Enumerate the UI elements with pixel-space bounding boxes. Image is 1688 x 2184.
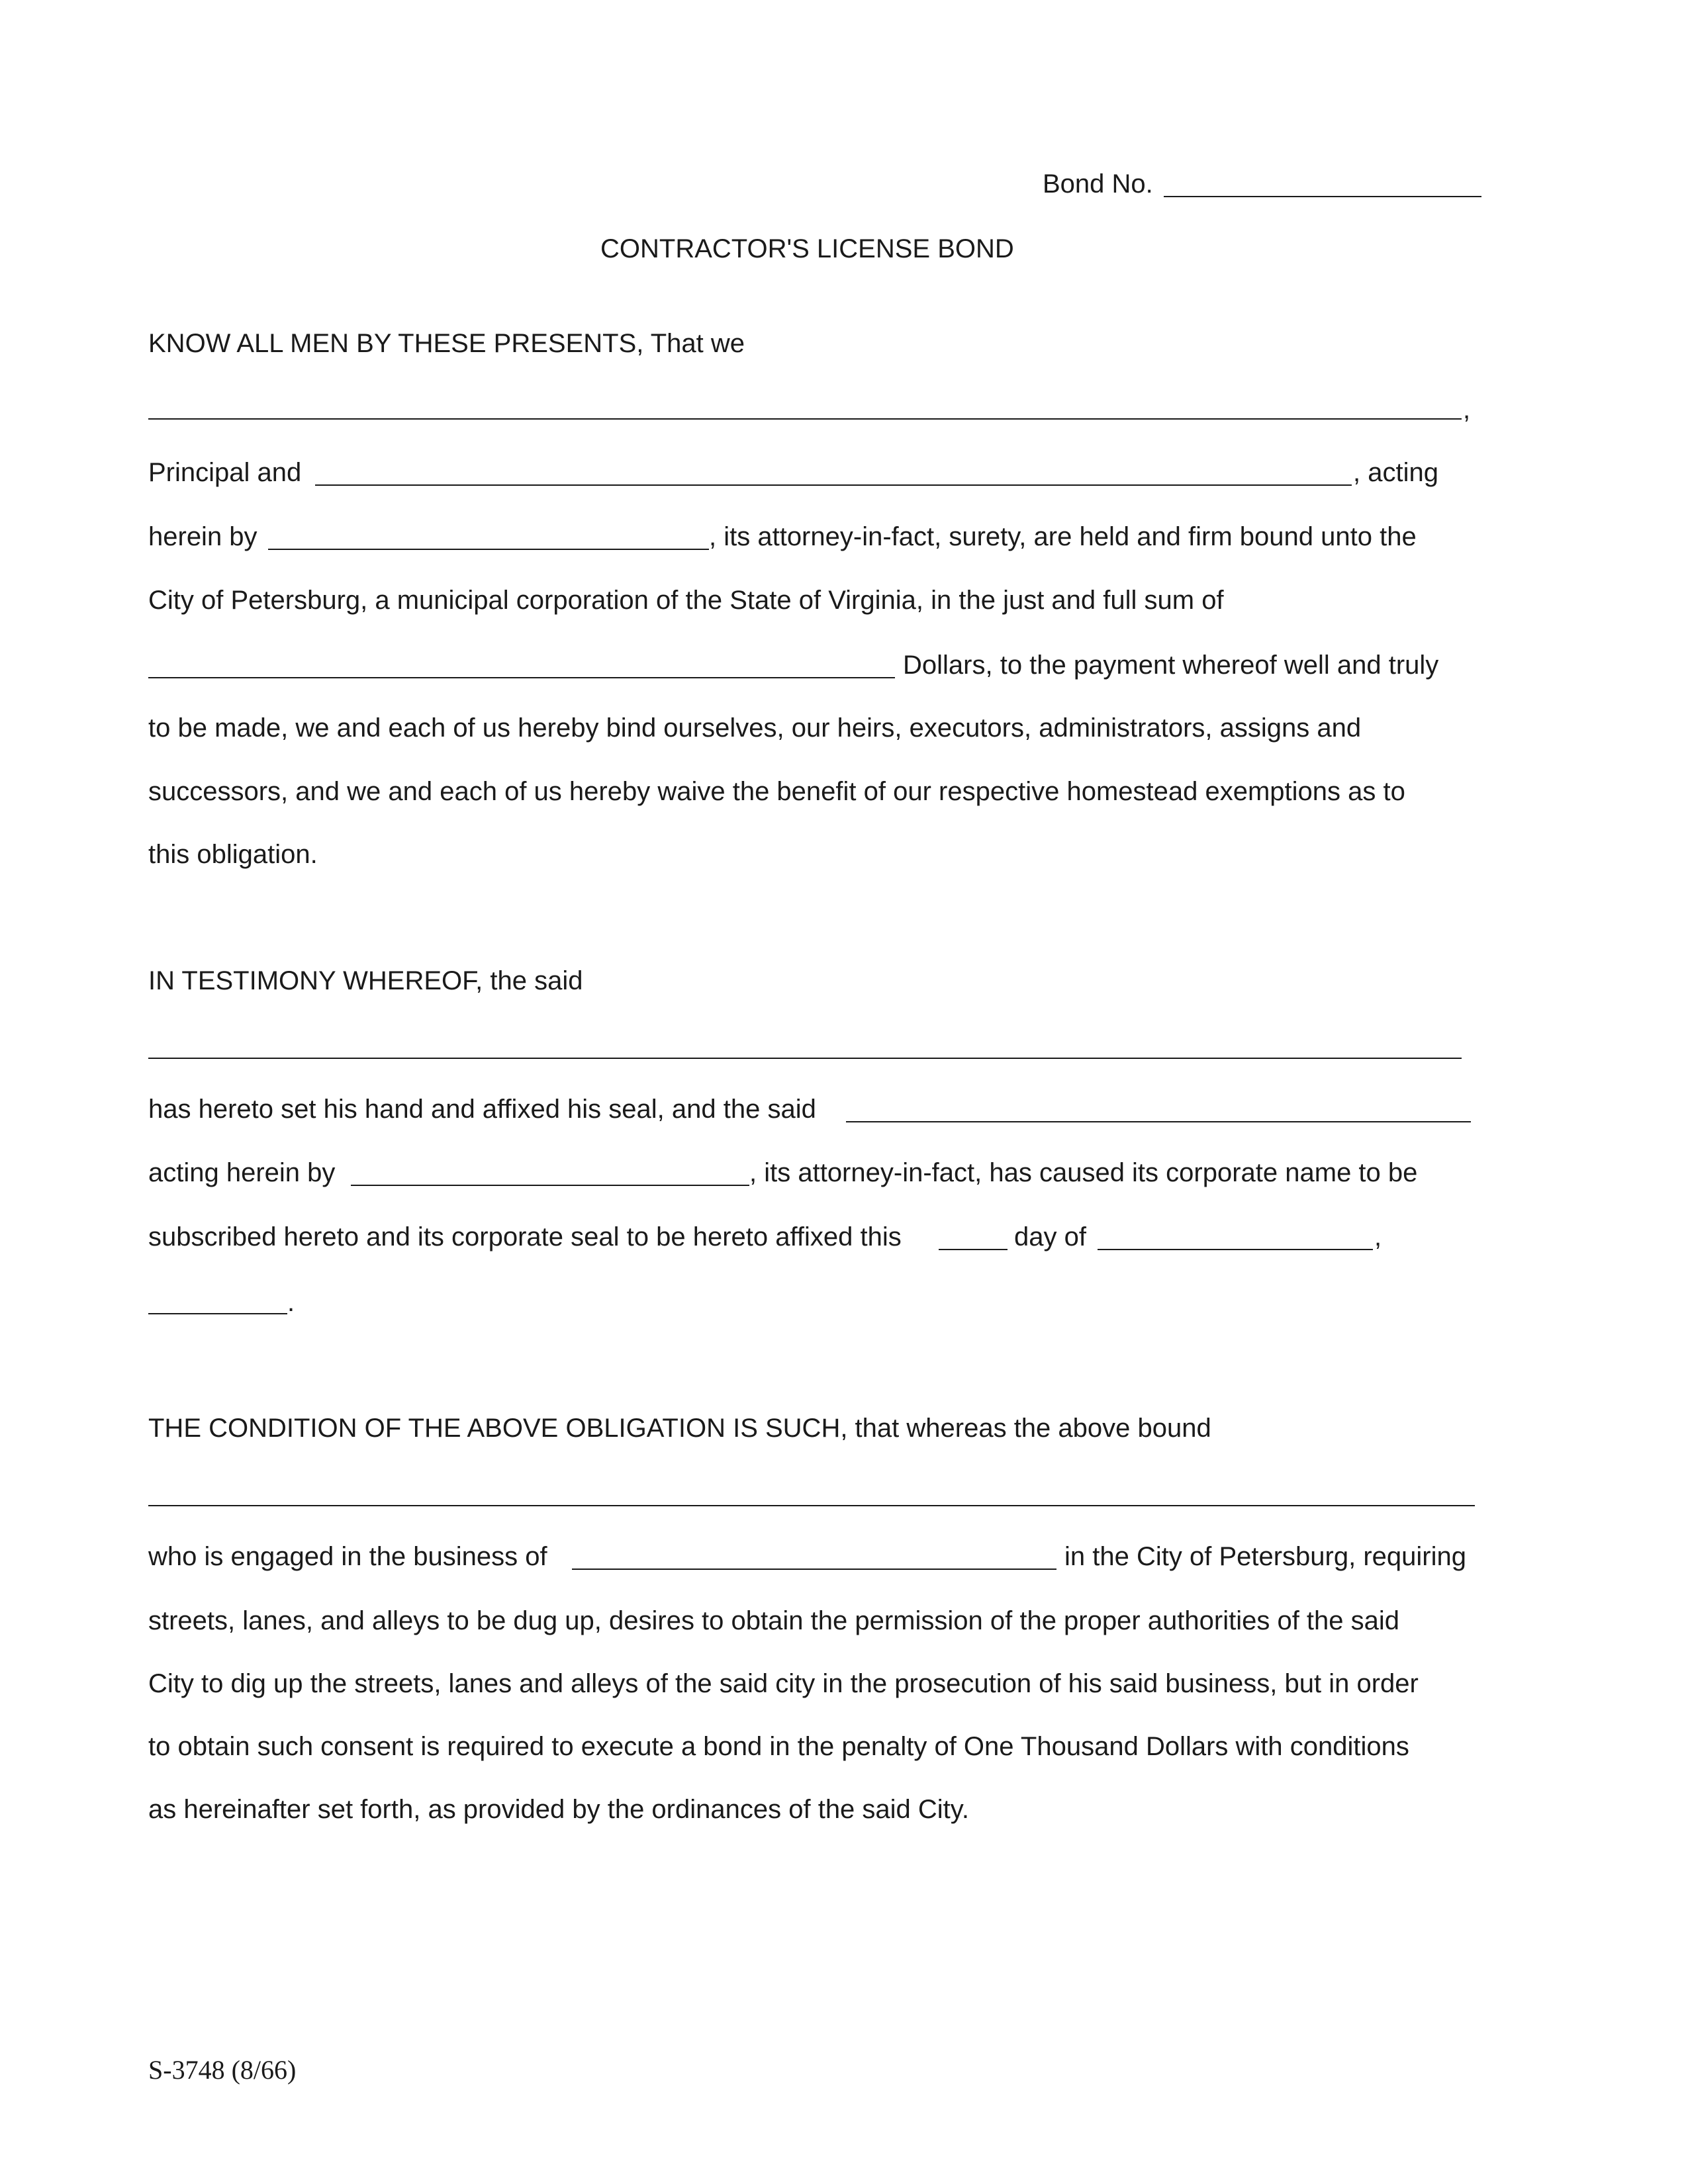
- testimony-principal-blank[interactable]: [148, 1058, 1462, 1059]
- testimony-attorney-input[interactable]: [351, 1156, 757, 1185]
- business-type-blank[interactable]: [572, 1569, 1056, 1570]
- set-his-hand-text: has hereto set his hand and affixed his seal, and the said: [148, 1095, 816, 1124]
- testimony-principal-input[interactable]: [148, 1028, 1470, 1058]
- obtain-consent-text: to obtain such consent is required to execute a bond in the penalty of One Thousand Dollars with conditions: [148, 1732, 1409, 1761]
- month-input[interactable]: [1098, 1220, 1381, 1249]
- principal-name-blank[interactable]: [148, 418, 1462, 420]
- city-requiring-text: in the City of Petersburg, requiring: [1064, 1542, 1466, 1571]
- principal-name-input[interactable]: [148, 389, 1470, 418]
- acting-text: , acting: [1353, 458, 1438, 487]
- subscribed-hereto-text: subscribed hereto and its corporate seal to be hereto affixed this: [148, 1222, 902, 1251]
- year-period: .: [287, 1288, 295, 1317]
- sum-amount-blank[interactable]: [148, 677, 895, 678]
- surety-held-text: , its attorney-in-fact, surety, are held and firm bound unto the: [709, 522, 1417, 551]
- hereinafter-text: as hereinafter set forth, as provided by the ordinances of the said City.: [148, 1795, 969, 1824]
- day-of-text: day of: [1014, 1222, 1086, 1251]
- testimony-surety-input[interactable]: [846, 1092, 1479, 1121]
- principal-comma: ,: [1463, 395, 1471, 424]
- month-blank[interactable]: [1098, 1249, 1373, 1250]
- sum-amount-input[interactable]: [148, 648, 903, 677]
- streets-lanes-text: streets, lanes, and alleys to be dug up, desires to obtain the permission of the proper authorities of the said: [148, 1606, 1400, 1635]
- principal-and-text: Principal and: [148, 458, 302, 487]
- successors-text: successors, and we and each of us hereby waive the benefit of our respective homestead exemptions as to: [148, 777, 1405, 806]
- business-type-input[interactable]: [572, 1539, 1064, 1569]
- know-all-men-text: KNOW ALL MEN BY THESE PRESENTS, That we: [148, 329, 745, 358]
- engaged-business-text: who is engaged in the business of: [148, 1542, 547, 1571]
- in-testimony-text: IN TESTIMONY WHEREOF, the said: [148, 966, 583, 995]
- city-petersburg-text: City of Petersburg, a municipal corporation of the State of Virginia, in the just and full sum of: [148, 586, 1224, 615]
- bind-ourselves-text: to be made, we and each of us hereby bind ourselves, our heirs, executors, administrators, assigns and: [148, 713, 1362, 743]
- bound-party-input[interactable]: [148, 1476, 1483, 1505]
- year-input[interactable]: [148, 1284, 295, 1313]
- bond-no-input[interactable]: [1164, 167, 1489, 196]
- bound-party-blank[interactable]: [148, 1505, 1475, 1506]
- day-blank[interactable]: [939, 1249, 1008, 1250]
- corporate-name-text: , its attorney-in-fact, has caused its corporate name to be: [749, 1158, 1418, 1187]
- month-comma: ,: [1374, 1222, 1382, 1251]
- day-input[interactable]: [939, 1220, 1015, 1249]
- this-obligation-text: this obligation.: [148, 840, 318, 869]
- dollars-text: Dollars, to the payment whereof well and truly: [903, 651, 1439, 680]
- bond-no-blank[interactable]: [1164, 196, 1481, 197]
- attorney-in-fact-blank[interactable]: [268, 549, 709, 550]
- dig-up-streets-text: City to dig up the streets, lanes and alleys of the said city in the prosecution of his said business, but in order: [148, 1669, 1419, 1698]
- year-blank[interactable]: [148, 1313, 287, 1314]
- form-number: S-3748 (8/66): [148, 2055, 297, 2085]
- document-title: CONTRACTOR'S LICENSE BOND: [600, 234, 1014, 263]
- bond-no-label: Bond No.: [1043, 169, 1153, 199]
- condition-text: THE CONDITION OF THE ABOVE OBLIGATION IS SUCH, that whereas the above bound: [148, 1414, 1211, 1443]
- attorney-in-fact-input[interactable]: [268, 520, 717, 549]
- testimony-attorney-blank[interactable]: [351, 1185, 749, 1186]
- surety-name-blank[interactable]: [315, 484, 1352, 486]
- acting-herein-by-text: acting herein by: [148, 1158, 336, 1187]
- testimony-surety-blank[interactable]: [846, 1121, 1471, 1122]
- herein-by-text: herein by: [148, 522, 258, 551]
- surety-name-input[interactable]: [315, 455, 1360, 484]
